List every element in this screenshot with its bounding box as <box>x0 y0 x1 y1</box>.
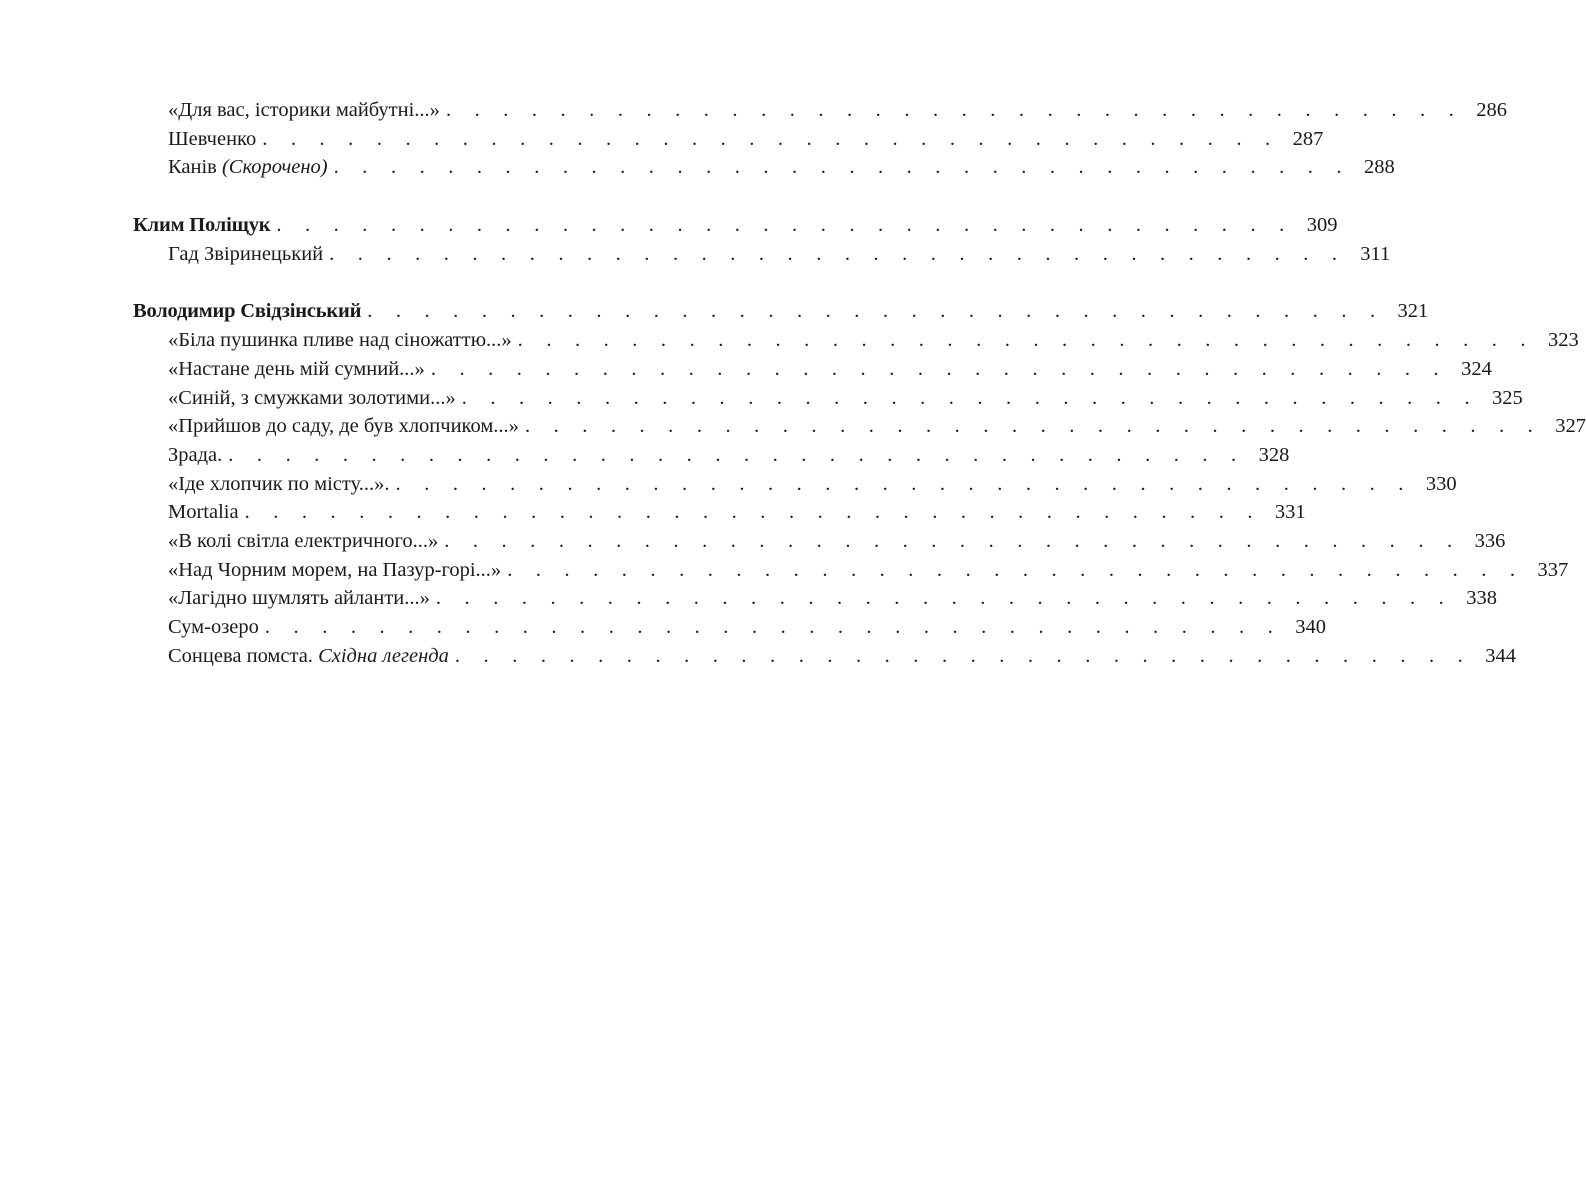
toc-entry-page: 325 <box>1492 386 1523 409</box>
toc-entry-title: «Біла пушинка пливе над сіножаттю...» <box>168 329 512 352</box>
dot-leader: . . . . . . . . . . . . . . . . . . . . . . . . . . . . . . . . . . . . <box>444 529 1462 552</box>
dot-leader: . . . . . . . . . . . . . . . . . . . . . . . . . . . . . . . . . . . . <box>517 329 1535 352</box>
toc-author-page: 321 <box>1397 300 1429 323</box>
toc-entry-page: 286 <box>1476 99 1508 121</box>
dot-leader: . . . . . . . . . . . . . . . . . . . . . . . . . . . . . . . . . . . . <box>430 357 1448 380</box>
toc-entry-page: 323 <box>1548 329 1579 352</box>
toc-entry-title: Mortalia <box>168 501 239 524</box>
toc-entry <box>133 498 1306 527</box>
toc-entry-page: 328 <box>1258 443 1290 466</box>
toc-entry <box>133 125 1324 154</box>
toc-entry <box>133 412 1586 441</box>
toc-author-name: Володимир Свідзінський <box>133 300 362 323</box>
toc-section <box>133 96 1508 182</box>
dot-leader: . . . . . . . . . . . . . . . . . . . . . . . . . . . . . . . . . . . . <box>262 127 1280 150</box>
toc-entry <box>133 613 1326 642</box>
toc-author-heading <box>133 297 1429 326</box>
toc-author-name: Клим Поліщук <box>133 214 271 237</box>
toc-entry-title: «Над Чорним морем, на Пазур-горі...» <box>168 558 502 581</box>
toc-author-heading <box>133 211 1338 240</box>
toc-entry <box>133 527 1506 556</box>
toc-section <box>133 297 1586 670</box>
dot-leader: . . . . . . . . . . . . . . . . . . . . . . . . . . . . . . . . . . . . <box>395 472 1413 495</box>
toc-entry-title: «Настане день мій сумний...» <box>168 357 425 380</box>
toc-entry-page: 287 <box>1292 127 1324 150</box>
dot-leader: . . . . . . . . . . . . . . . . . . . . . . . . . . . . . . . . . . . . <box>461 386 1479 409</box>
toc-entry <box>133 642 1516 671</box>
toc-entry <box>133 326 1579 355</box>
toc-entry-title: Канів <box>168 156 222 179</box>
toc-entry-page: 327 <box>1555 415 1586 438</box>
toc-entry-note: Східна легенда <box>318 644 449 667</box>
dot-leader: . . . . . . . . . . . . . . . . . . . . . . . . . . . . . . . . . . . . <box>507 558 1525 581</box>
toc-entry-page: 324 <box>1461 357 1492 380</box>
toc-entry-title: Сум-озеро <box>168 616 259 638</box>
toc-entry-title: Шевченко <box>168 127 257 150</box>
dot-leader: . . . . . . . . . . . . . . . . . . . . . . . . . . . . . . . . . . . . <box>264 616 1282 638</box>
toc-entry-page: 331 <box>1274 501 1306 524</box>
toc-entry <box>133 584 1497 613</box>
dot-leader: . . . . . . . . . . . . . . . . . . . . . . . . . . . . . . . . . . . . <box>276 214 1294 237</box>
toc-entry-title: «Синій, з смужками золотими...» <box>168 386 456 409</box>
toc-entry-title: «Іде хлопчик по місту...». <box>168 472 390 495</box>
toc-entry-title: Сонцева помста. <box>168 644 319 667</box>
toc-entry <box>133 441 1290 470</box>
dot-leader: . . . . . . . . . . . . . . . . . . . . . . . . . . . . . . . . . . . . <box>333 156 1351 179</box>
toc-entry-page: 344 <box>1485 644 1516 667</box>
toc-entry-page: 336 <box>1474 529 1506 552</box>
dot-leader: . . . . . . . . . . . . . . . . . . . . . . . . . . . . . . . . . . . . <box>244 501 1262 524</box>
dot-leader: . . . . . . . . . . . . . . . . . . . . . . . . . . . . . . . . . . . . <box>329 242 1347 265</box>
dot-leader: . . . . . . . . . . . . . . . . . . . . . . . . . . . . . . . . . . . . <box>367 300 1385 323</box>
toc-entry-title: «Прийшов до саду, де був хлопчиком...» <box>168 415 519 438</box>
toc-entry-page: 340 <box>1295 616 1326 638</box>
toc-entry-page: 337 <box>1537 558 1569 581</box>
toc-entry <box>133 470 1457 499</box>
toc-entry-title: «В колі світла електричного...» <box>168 529 439 552</box>
toc-entry <box>133 240 1391 269</box>
toc-entry-page: 338 <box>1466 587 1497 610</box>
dot-leader: . . . . . . . . . . . . . . . . . . . . . . . . . . . . . . . . . . . . <box>228 443 1246 466</box>
toc-entry-page: 288 <box>1363 156 1395 179</box>
toc-entry <box>133 384 1523 413</box>
toc-author-page: 309 <box>1306 214 1338 237</box>
dot-leader: . . . . . . . . . . . . . . . . . . . . . . . . . . . . . . . . . . . . <box>524 415 1543 438</box>
toc-entry <box>133 355 1492 384</box>
dot-leader: . . . . . . . . . . . . . . . . . . . . . . . . . . . . . . . . . . . . <box>445 99 1464 121</box>
toc-entry-title: Зрада. <box>168 443 223 466</box>
toc-entry-page: 330 <box>1425 472 1457 495</box>
toc-entry-title: Гад Звіринецький <box>168 242 324 265</box>
toc-entry-note: (Скорочено) <box>221 156 328 179</box>
toc-section <box>133 211 1391 268</box>
table-of-contents <box>133 96 1586 670</box>
toc-entry-title: «Для вас, історики майбутні...» <box>168 99 440 121</box>
dot-leader: . . . . . . . . . . . . . . . . . . . . . . . . . . . . . . . . . . . . <box>435 587 1453 610</box>
toc-entry-title: «Лагідно шумлять айланти...» <box>168 587 430 610</box>
toc-entry <box>133 153 1395 182</box>
toc-entry-page: 311 <box>1360 242 1391 265</box>
toc-entry <box>133 556 1569 585</box>
dot-leader: . . . . . . . . . . . . . . . . . . . . . . . . . . . . . . . . . . . . <box>454 644 1472 667</box>
toc-entry <box>133 96 1508 125</box>
